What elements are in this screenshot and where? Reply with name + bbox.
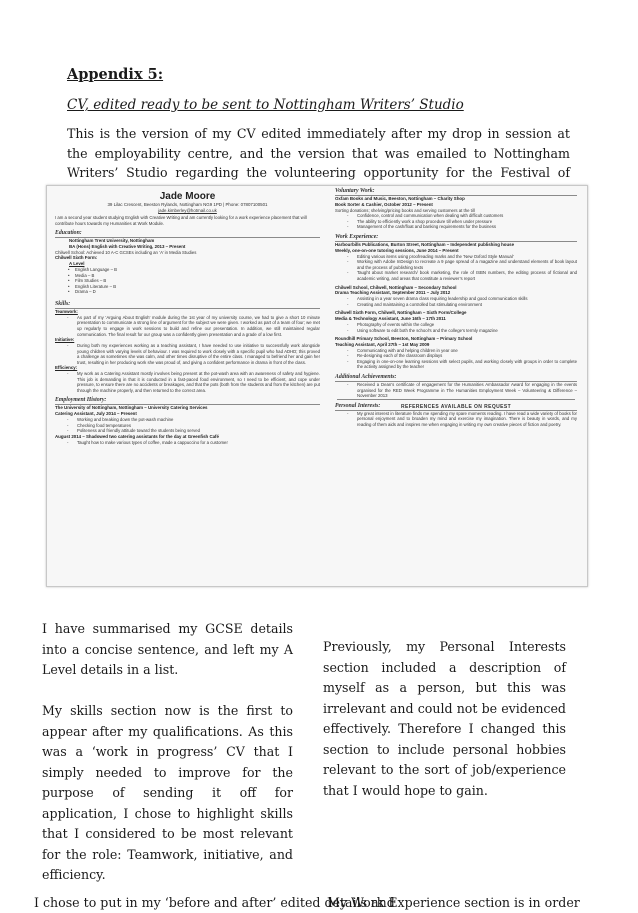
cv-voluntary-org: Oxfam Books and Music, Beeston, Nottingham – Charity Shop: [335, 196, 465, 201]
cv-work-heading: Work Experience:: [335, 234, 577, 242]
cv-alevel-item: • Media – B: [55, 273, 320, 279]
cv-references: REFERENCES AVAILABLE ON REQUEST: [400, 403, 512, 410]
cv-interests-heading: Personal Interests:: [335, 403, 577, 411]
cv-contact: 39 Lilac Crescent, Beeston Rylands, Nottingham NG9 1PD | Phone: 07807100501: [107, 202, 268, 207]
cv-right-column: [329, 186, 583, 428]
cv-work-item: - Creating and maintaining a controlled but stimulating environment: [335, 302, 577, 308]
cv-employment-role: Catering Assistant, July 2014 – Present: [55, 411, 137, 417]
cv-references-rule: [337, 399, 575, 400]
cv-work-item: - Editing various items using proofreading marks and the ‘New Oxford Style Manual’: [335, 254, 577, 260]
cv-initiative-text: - During both my experiences working as a teaching assistant, I have needed to use initiative to successfully work alongside young children with varying levels of behaviour. I was required to work closely with a specific pupil who had ADHD; this proved a challenge as sometimes she was calm, and other times disruptive of the entire class. I managed to befriend her and gain her trust, resulting in her producing work she was proud of, and giving a confident performance in drama in front of the class.: [55, 343, 320, 365]
bottom-left-partial-line: I chose to put in my ‘before and after’ edited details and: [34, 895, 395, 910]
cv-alevel-label: A Level: [69, 261, 85, 267]
cv-voluntary-item: - Management of the cash/float and banking requirements for the business: [335, 224, 577, 230]
cv-voluntary-text: Sorting donations; shelving/pricing books and serving customers at the till: [335, 207, 475, 213]
cv-teamwork-text: - As part of my ‘Arguing About English’ module during the 1st year of my university course, we had to give a short 10 minute presentation to communicate a strong line of argument for the subject we were given. I worked as part of a team of four; we met up regularly to engage in work sessions to build and refine our presentation. In addition, we still maintained regular communication. The final result for our group was a confidently given presentation and a grade of a low first.: [55, 315, 320, 337]
cv-employment-org2: August 2014 – Shadowed two catering assistants for the day at Greenfish Café: [55, 433, 219, 439]
cv-initiative-label: Initiative:: [55, 337, 75, 343]
cv-employment-duty: - Politeness and friendly attitude toward the students being served: [55, 428, 320, 434]
cv-voluntary-heading: Voluntary Work:: [335, 188, 577, 196]
cv-work-item: - Communicating with and helping children in year one: [335, 348, 577, 354]
right-paragraph-1: Previously, my Personal Interests section included a description of myself as a person, but this was irrelevant and could not be evidenced effectively. Therefore I changed this section to include personal hobbies relevant to the sort of job/experience that I would hope to gain.: [323, 639, 566, 798]
cv-work-role: Media & Technology Assistant, June 16th – 17th 2011: [335, 316, 446, 322]
cv-education-heading: Education:: [55, 230, 320, 238]
cv-work-role: Drama Teaching Assistant, September 2011 – July 2012: [335, 290, 451, 296]
cv-work-org: Chilwell Sixth Form, Chilwell, Nottingham – Sixth Form/College: [335, 310, 467, 316]
cv-name: Jade Moore: [159, 191, 216, 202]
cv-achievement-item: - Received a Dean’s certificate of engagement for the Humanities Ambassador Award for engaging in the events organised for the RED Week Programme in The Humanities Employment Week – Volunteering & Difference – November 2013: [335, 382, 577, 399]
cv-voluntary-item: - Confidence, control and communication when dealing with difficult customers: [335, 213, 577, 219]
cv-teamwork-label: Teamwork:: [55, 308, 78, 314]
cv-interest-item: - My great interest in literature finds me spending my spare moments reading. I have read a wide variety of books for personal enjoyment and to broaden my mind and exercise my imagination. There is beauty in words, and my reading of them aids and inspires me when engaging in writing my own creative pieces of fiction and poetry.: [335, 411, 577, 428]
cv-voluntary-role: Book Sorter & Cashier, October 2012 – Present: [335, 201, 433, 207]
cv-employment-heading: Employment History:: [55, 397, 320, 405]
cv-email: jade.kimberley@hotmail.co.uk: [158, 208, 217, 213]
appendix-subtitle: CV, edited ready to be sent to Nottingham Writers’ Studio: [67, 97, 464, 113]
cv-employment-duty: - Taught how to make various types of coffee, made a cappuccino for a customer: [55, 440, 320, 446]
cv-work-item: - Assisting in a year seven drama class requiring leadership and good communication skills: [335, 296, 577, 302]
left-commentary: [42, 619, 293, 886]
left-paragraph-2: My skills section now is the first to appear after my qualifications. As this was a ‘work in progress’ CV that I simply needed to improve for the purpose of sending it off for application, I chose to highlight skills that I considered to be most relevant for the role: Teamwork, initiative, and efficiency.: [42, 703, 293, 882]
cv-alevel-item: • English Literature – B: [55, 284, 320, 290]
cv-alevel-item: • English Language – B: [55, 267, 320, 273]
cv-work-item: - Engaging in one-on-one learning sessions with select pupils, and working closely with groups in order to complete the activity assigned by the teacher: [335, 359, 577, 370]
cv-education-line: Chilwell School: Achieved 10 A-C GCSEs including an ‘A’ in Media Studies: [55, 249, 197, 255]
cv-education-line: BA (Hons) English with Creative Writing, 2013 – Present: [69, 243, 186, 249]
cv-work-item: - Using software to edit both the school’s and the college’s termly magazine: [335, 328, 577, 334]
cv-scan-image: [46, 185, 588, 587]
cv-voluntary-item: - The ability to efficiently work a shop procedure till when under pressure: [335, 219, 577, 225]
cv-efficiency-label: Efficiency:: [55, 365, 78, 371]
cv-efficiency-text: - My work as a Catering Assistant mostly involves being present at the pot-wash area with an awareness of safety and hygiene. This job is demanding in that it is conducted in a fast-paced food environment, so I need to be efficient, and cope under pressure, to ensure there are no accidents or breakages, and that the pots (both from the students and from the kitchen) are put through the machine properly, and then returned to the correct area.: [55, 371, 320, 393]
cv-employment-duty: - Working and breaking down the pot-wash machine: [55, 417, 320, 423]
cv-education-line: Chilwell Sixth Form:: [55, 255, 98, 261]
cv-employment-org: The University of Nottingham, Nottingham – University Catering Services: [55, 405, 208, 411]
cv-alevel-item: • Film Studies – B: [55, 278, 320, 284]
cv-work-org: Roundhill Primary School, Beeston, Nottingham – Primary School: [335, 336, 473, 342]
intro-paragraph: This is the version of my CV edited immediately after my drop in session at the employability centre, and the version that was emailed to Nottingham Writers’ Studio regarding the volunteering opportunity for the Festival of: [67, 126, 570, 180]
cv-summary: I am a second year student studying English with Creative Writing and am currently looking for a work experience placement that will contribute hours towards my Humanities at Work Module.: [55, 215, 307, 226]
appendix-title: Appendix 5:: [67, 66, 164, 83]
cv-work-item: - Photography of events within the college: [335, 322, 577, 328]
cv-work-role: Teaching Assistant, April 27th – 1st May 2009: [335, 341, 430, 347]
right-commentary: [323, 637, 566, 801]
cv-work-role: Weekly, one-on-one tutoring sessions, June 2014 – Present: [335, 247, 459, 253]
bottom-right-partial-line: My Work Experience section is in order: [327, 895, 580, 910]
cv-left-column: [47, 186, 324, 445]
left-paragraph-1: I have summarised my GCSE details into a concise sentence, and left my A Level details in a list.: [42, 621, 293, 677]
cv-work-org: Chilwell School, Chilwell, Nottingham – Secondary School: [335, 284, 457, 290]
cv-education-line: Nottingham Trent University, Nottingham: [69, 238, 155, 244]
cv-achievements-heading: Additional Achievements:: [335, 374, 577, 382]
cv-skills-heading: Skills:: [55, 301, 320, 309]
cv-work-item: - Taught about market research/ book marketing, the role of ISBN numbers, the editing process of fictional and academic writing, and areas that constitute a reviewer’s report: [335, 270, 577, 281]
cv-alevel-item: • Drama – D: [55, 289, 320, 295]
cv-work-item: - Working with Adobe InDesign to recreate a 9 page spread of a magazine and understand elements of book layout and the process of publishing texts: [335, 259, 577, 270]
paragraph-gap: [42, 681, 293, 702]
cv-employment-duty: - Checking food temperatures: [55, 423, 320, 429]
cv-work-org: Harbourbills Publications, Burton Street, Nottingham – Independent publishing house: [335, 241, 515, 247]
cv-work-item: - Re-designing each of the classroom displays: [335, 353, 577, 359]
